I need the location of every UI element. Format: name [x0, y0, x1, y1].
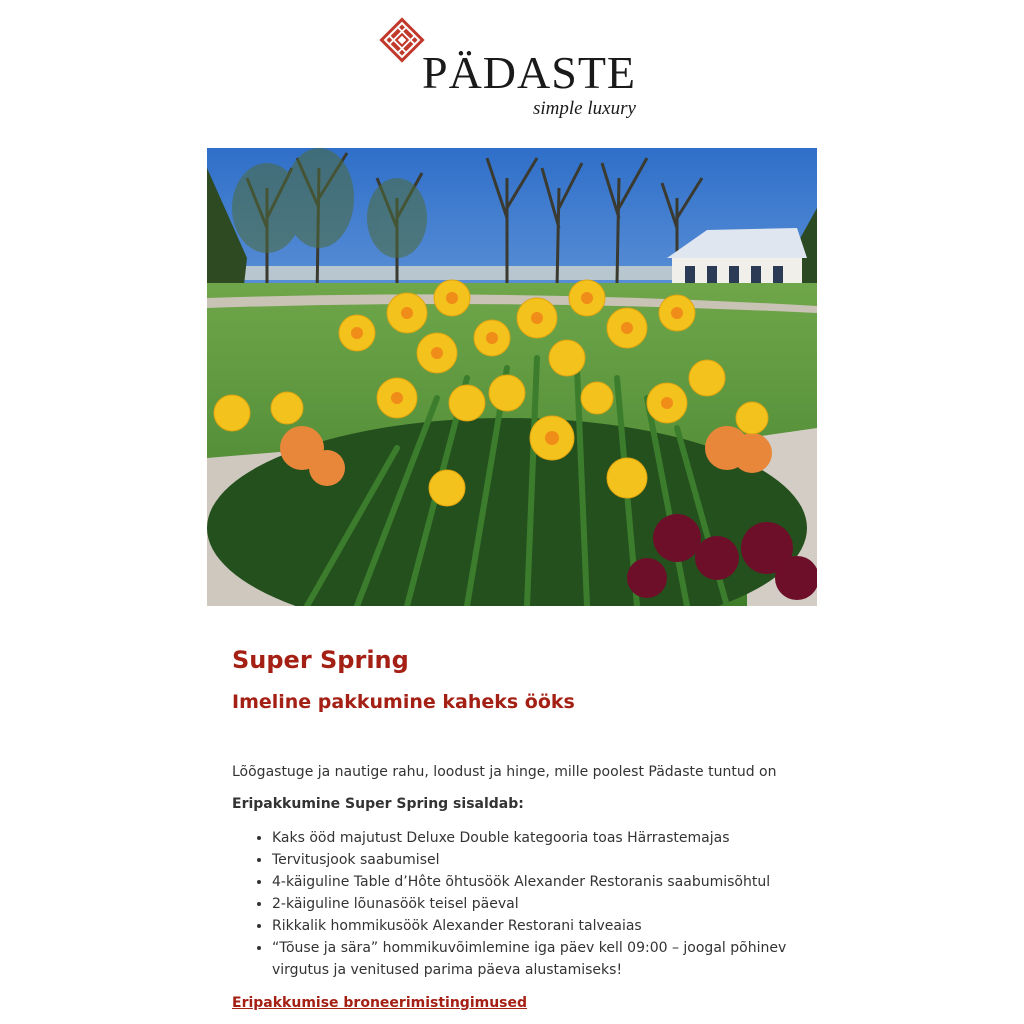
includes-list	[232, 827, 802, 981]
list-item: • Kaks ööd majutust Deluxe Double kategooria toas Härrastemajas	[272, 827, 802, 849]
list-item: • Tervitusjook saabumisel	[272, 849, 802, 871]
list-item: • 4-käiguline Table d’Hôte õhtusöök Alexander Restoranis saabumisõhtul	[272, 871, 802, 893]
daffodils-garden-photo	[207, 148, 817, 606]
offer-intro: Lõõgastuge ja nautige rahu, loodust ja hinge, mille poolest Pädaste tuntud on	[232, 764, 777, 780]
offer-content	[232, 642, 802, 1013]
list-item: • Rikkalik hommikusöök Alexander Restorani talveaias	[272, 915, 802, 937]
list-item: • 2-käiguline lõunasöök teisel päeval	[272, 893, 802, 915]
brand-tagline: simple luxury	[533, 98, 636, 119]
brand-name: PÄDASTE	[422, 47, 637, 98]
offer-subtitle: Imeline pakkumine kaheks ööks	[232, 691, 575, 713]
hero-image	[207, 148, 817, 606]
offer-title: Super Spring	[232, 646, 409, 674]
includes-heading: Eripakkumine Super Spring sisaldab:	[232, 796, 524, 812]
booking-terms-link[interactable]: Eripakkumise broneerimistingimused	[232, 995, 528, 1011]
brand-logo[interactable]	[378, 16, 648, 124]
list-item: • “Tõuse ja sära” hommikuvõimlemine iga päev kell 09:00 – joogal põhinev virgutus ja venitused parima päeva alustamiseks!	[272, 937, 802, 981]
